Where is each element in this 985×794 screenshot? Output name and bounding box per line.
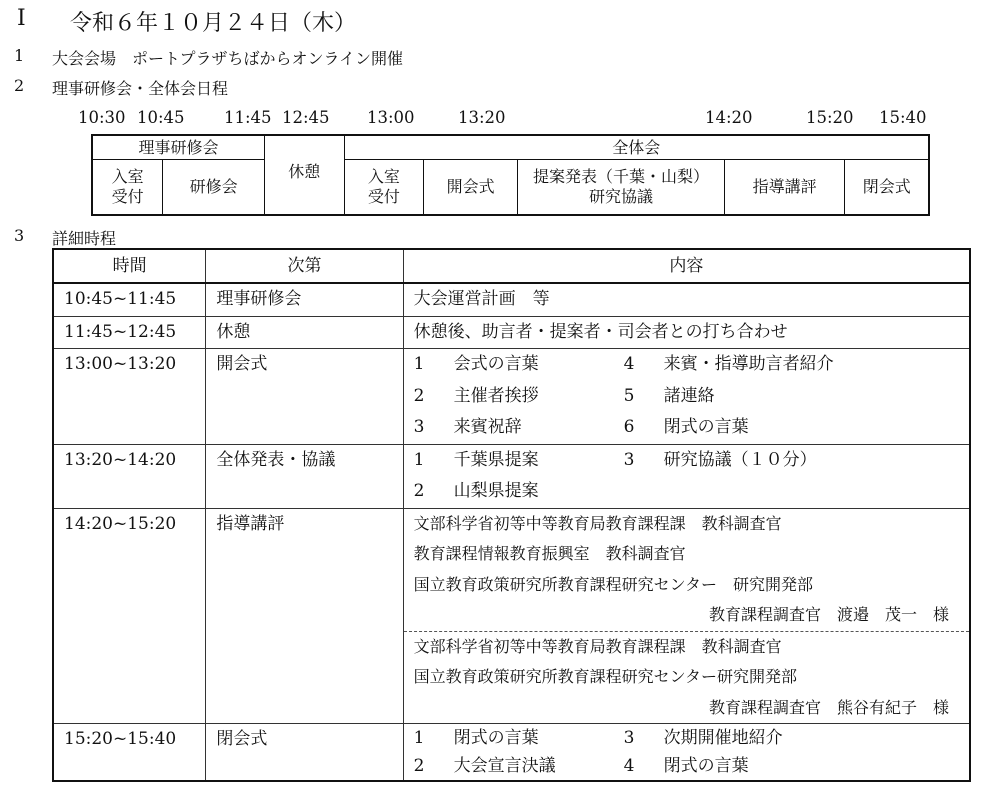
row-time: 13:20~14:20 [53, 444, 206, 508]
time-label: 14:20 [705, 108, 753, 127]
row-item: 開会式 [206, 349, 403, 445]
section-roman-numeral: I [17, 6, 26, 31]
row-item: 閉会式 [206, 724, 403, 782]
item-number-2: 2 [14, 76, 25, 95]
row-item: 指導講評 [206, 508, 403, 724]
list-item: 2 大会宣言決議 4 閉式の言葉 [413, 756, 749, 776]
row-time: 15:20~15:40 [53, 724, 206, 782]
entry-reception-cell-2: 入室 受付 [344, 160, 424, 215]
time-label: 15:20 [806, 108, 854, 127]
table-row [53, 724, 970, 782]
table-row [53, 508, 970, 724]
row-content: 大会運営計画 等 [403, 283, 970, 316]
overview-schedule-table [91, 134, 930, 216]
guidance-divider-block [404, 631, 969, 724]
table-row [53, 283, 970, 316]
board-training-group-cell: 理事研修会 [92, 135, 264, 160]
row-item: 休憩 [206, 316, 403, 349]
guidance-name-line: 教育課程調査官 渡邉 茂一 様 [708, 605, 949, 624]
training-cell: 研修会 [163, 160, 265, 215]
list-item: 1 会式の言葉 4 来賓・指導助言者紹介 [413, 354, 834, 374]
row-content [403, 508, 970, 724]
schedule-heading: 理事研修会・全体会日程 [52, 79, 229, 98]
presentation-line-1: 提案発表（千葉・山梨） [532, 167, 709, 187]
row-content [403, 444, 970, 508]
row-item: 全体発表・協議 [206, 444, 403, 508]
list-item: 1 閉式の言葉 3 次期開催地紹介 [413, 728, 783, 748]
row-content [403, 724, 970, 782]
time-label: 12:45 [282, 108, 330, 127]
header-content: 内容 [403, 249, 970, 283]
table-row [53, 444, 970, 508]
list-item: 2 山梨県提案 [413, 481, 539, 501]
row-time: 14:20~15:20 [53, 508, 206, 724]
closing-cell: 閉会式 [845, 160, 929, 215]
venue-text: 大会会場 ポートプラザちばからオンライン開催 [52, 49, 404, 68]
list-item: 2 主催者挨拶 5 諸連絡 [413, 385, 715, 406]
row-time: 13:00~13:20 [53, 349, 206, 445]
entry-reception-cell: 入室 受付 [92, 160, 163, 215]
guidance-line: 文部科学省初等中等教育局教育課程課 教科調査官 [413, 513, 782, 533]
page-title-date: 令和６年１０月２４日（木） [70, 11, 357, 36]
table-row [53, 349, 970, 445]
list-item: 3 来賓祝辞 6 閉式の言葉 [413, 417, 749, 437]
guidance-line: 教育課程情報教育振興室 教科調査官 [413, 544, 686, 563]
item-number-1: 1 [14, 46, 25, 65]
header-time: 時間 [53, 249, 206, 283]
row-item: 理事研修会 [206, 283, 403, 316]
guidance-line: 国立教育政策研究所教育課程研究センター研究開発部 [413, 667, 798, 686]
presentation-cell [518, 160, 725, 215]
guidance-name-line: 教育課程調査官 熊谷有紀子 様 [708, 697, 949, 717]
item-number-3: 3 [14, 226, 25, 245]
guidance-cell: 指導講評 [724, 160, 845, 215]
row-time: 11:45~12:45 [53, 316, 206, 349]
guidance-line: 文部科学省初等中等教育局教育課程課 教科調査官 [413, 636, 782, 656]
row-time: 10:45~11:45 [53, 283, 206, 316]
list-item: 1 千葉県提案 3 研究協議（１０分） [413, 449, 817, 470]
time-label: 11:45 [224, 108, 272, 127]
rest-cell: 休憩 [264, 135, 344, 215]
detail-heading: 詳細時程 [52, 229, 117, 248]
presentation-line-2: 研究協議 [588, 187, 653, 207]
table-row [53, 316, 970, 349]
time-label: 15:40 [879, 108, 927, 127]
general-meeting-group-cell: 全体会 [344, 135, 929, 160]
time-label: 10:30 [78, 108, 126, 127]
guidance-line: 国立教育政策研究所教育課程研究センター 研究開発部 [413, 574, 814, 594]
row-content: 休憩後、助言者・提案者・司会者との打ち合わせ [403, 316, 970, 349]
time-label: 10:45 [137, 108, 185, 127]
opening-cell: 開会式 [424, 160, 518, 215]
header-item: 次第 [206, 249, 403, 283]
row-content [403, 349, 970, 445]
time-label: 13:20 [458, 108, 506, 127]
time-label: 13:00 [367, 108, 415, 127]
detail-schedule-table [52, 248, 971, 782]
